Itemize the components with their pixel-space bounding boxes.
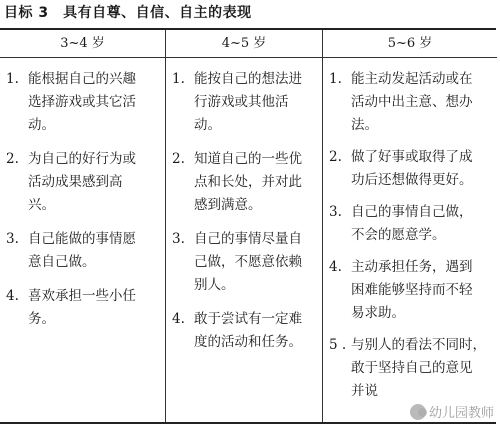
- item-number: 4.: [6, 288, 19, 304]
- goal-table: [0, 28, 496, 424]
- item-text: 自己的事情尽量自 己做，不愿意依赖 别人。: [194, 231, 302, 293]
- list-item: [329, 146, 493, 192]
- item-number: 4.: [172, 311, 185, 327]
- list-item: [6, 285, 161, 331]
- item-text: 为自己的好行为或 活动成果感到高 兴。: [28, 151, 136, 213]
- list-item: [329, 68, 493, 137]
- column-header: 4~5 岁: [166, 30, 322, 58]
- column-3-4: [0, 30, 165, 422]
- item-text: 能根据自己的兴趣 选择游戏或其它活 动。: [28, 71, 136, 133]
- item-number: 2.: [172, 151, 185, 167]
- item-text: 喜欢承担一些小任 务。: [28, 288, 136, 327]
- item-text: 知道自己的一些优 点和长处，并对此 感到满意。: [194, 151, 302, 213]
- column-5-6: [322, 30, 497, 422]
- list-item: [172, 148, 318, 217]
- item-text: 自己能做的事情愿 意自己做。: [28, 231, 136, 270]
- item-text: 敢于尝试有一定难 度的活动和任务。: [194, 311, 302, 350]
- item-number: 3.: [6, 231, 19, 247]
- item-text: 自己的事情自己做， 不会的愿意学。: [351, 204, 473, 243]
- item-number: 3.: [172, 231, 185, 247]
- item-number: 1.: [172, 71, 185, 87]
- item-number: 2.: [329, 149, 342, 165]
- list-item: [329, 256, 493, 325]
- watermark: [410, 402, 494, 421]
- list-item: [6, 68, 161, 137]
- item-number: 1.: [6, 71, 19, 87]
- column-header: 5~6 岁: [323, 30, 497, 58]
- list-item: [6, 148, 161, 217]
- item-text: 能按自己的想法进 行游戏或其他活 动。: [194, 71, 302, 133]
- list-item: [329, 334, 493, 403]
- item-text: 做了好事或取得了成 功后还想做得更好。: [351, 149, 473, 188]
- item-text: 与别人的看法不同时， 敢于坚持自己的意见 并说: [351, 337, 486, 399]
- table-title: 目标 3 具有自尊、自信、自主的表现: [4, 5, 252, 21]
- column-header: 3~4 岁: [0, 30, 165, 58]
- item-number: 4.: [329, 259, 342, 275]
- item-text: 能主动发起活动或在 活动中出主意、想办 法。: [351, 71, 473, 133]
- list-item: [172, 228, 318, 297]
- item-number: 2.: [6, 151, 19, 167]
- watermark-text: 幼儿园教师: [428, 406, 494, 421]
- item-number: 5 .: [329, 337, 347, 353]
- list-item: [329, 201, 493, 247]
- list-item: [6, 228, 161, 274]
- column-4-5: [165, 30, 322, 422]
- wechat-icon: [410, 404, 426, 420]
- list-item: [172, 68, 318, 137]
- item-text: 主动承担任务，遇到 困难能够坚持而不轻 易求助。: [351, 259, 473, 321]
- list-item: [172, 308, 318, 354]
- item-number: 1.: [329, 71, 342, 87]
- item-number: 3.: [329, 204, 342, 220]
